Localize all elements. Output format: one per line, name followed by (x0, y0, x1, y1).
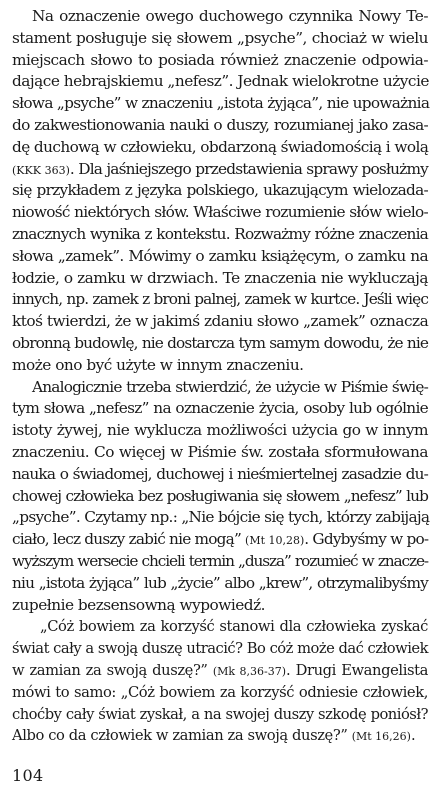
line-text: do zakwestionowania nauki o duszy, rozumianej jako zasa- (12, 115, 428, 134)
text-line (12, 660, 428, 682)
bible-reference: (Mt 10,28) (245, 534, 305, 548)
line-text: mówi to samo: „Cóż bowiem za korzyść odniesie człowiek, (12, 683, 428, 701)
text-line (12, 595, 428, 617)
text-line (12, 486, 428, 508)
text-line (12, 355, 428, 377)
text-line (12, 28, 428, 50)
line-text: wyższym wersecie chcieli termin „dusza” rozumieć w znacze- (12, 551, 428, 570)
text-line (12, 93, 428, 115)
line-text: się przykładem z języka polskiego, ukazującym wielozada- (12, 181, 428, 200)
text-line (12, 311, 428, 333)
text-line (12, 529, 428, 551)
text-line (12, 573, 428, 595)
text-line (12, 638, 428, 660)
line-text: chowej człowieka bez posługiwania się słowem „nefesz” lub (12, 486, 428, 505)
bible-reference: (KKK 363) (12, 163, 70, 177)
text-line (12, 442, 428, 464)
text-line (12, 507, 428, 529)
line-text: Analogicznie trzeba stwierdzić, że użycie w Piśmie świę- (32, 377, 428, 396)
line-text: ciało, lecz duszy zabić nie mogą” (12, 530, 246, 549)
text-line (12, 420, 428, 442)
text-line (12, 115, 428, 137)
line-text: Albo co da człowiek w zamian za swoją duszę?” (12, 727, 352, 745)
line-text: znaczeniu. Co więcej w Piśmie św. została sformułowana (12, 442, 428, 461)
bible-reference: (Mk 8,36-37) (212, 664, 287, 678)
line-text: „Cóż bowiem za korzyść stanowi dla człowieka zyskać (40, 618, 428, 636)
line-text: Na oznaczenie owego duchowego czynnika Nowy Te- (32, 7, 428, 25)
text-line (12, 682, 428, 704)
line-text: innych, np. zamek z broni palnej, zamek w kurtce. Jeśli więc (12, 290, 428, 309)
line-text: ktoś twierdzi, że w jakimś zdaniu słowo „zamek” oznacza (12, 312, 429, 331)
line-text: słowa „zamek”. Mówimy o zamku książęcym, o zamku na (12, 246, 428, 265)
line-text: obronną budowlę, nie dostarcza tym samym dowodu, że nie (12, 333, 428, 352)
text-line (12, 551, 428, 573)
text-line (12, 50, 428, 72)
line-text: świat cały a swoją duszę utracić? Bo cóż może dać człowiek (12, 640, 428, 658)
text-line (12, 704, 428, 726)
text-line (12, 202, 428, 224)
line-text: znacznych wynika z kontekstu. Rozważmy różne znaczenia (12, 224, 428, 243)
line-text: dające hebrajskiemu „nefesz”. Jednak wielokrotne użycie (12, 72, 429, 91)
line-text: dę duchową w człowieku, obdarzoną świadomością i wolą (12, 137, 429, 156)
page-number: 104 (12, 766, 44, 785)
line-text: słowa „psyche” w znaczeniu „istota żyjąca”, nie upoważnia (12, 94, 430, 113)
paragraph (12, 377, 428, 617)
line-text: nauka o świadomej, duchowej i nieśmiertelnej zasadzie du- (12, 464, 428, 483)
text-line (12, 289, 428, 311)
text-line (12, 333, 428, 355)
paragraph (12, 616, 428, 747)
paragraph (12, 6, 428, 377)
text-line (12, 725, 428, 747)
bible-reference: (Mt 16,26) (351, 730, 411, 744)
line-text: miejscach słowo to posiada również znaczenie odpowia- (12, 50, 428, 69)
text-line (12, 616, 428, 638)
text-line (12, 159, 428, 181)
text-line (12, 398, 428, 420)
line-text: istoty żywej, nie wyklucza możliwości użycia go w innym (12, 421, 428, 440)
line-text: zupełnie bezsensowną wypowiedź. (12, 595, 266, 614)
page-body-text (12, 6, 428, 747)
line-text: . Drugi Ewangelista (286, 661, 428, 679)
text-line (12, 6, 428, 28)
text-line (12, 246, 428, 268)
text-line (12, 137, 428, 159)
line-text: w zamian za swoją duszę?” (12, 661, 213, 679)
text-line (12, 180, 428, 202)
text-line (12, 71, 428, 93)
line-text: . (410, 727, 416, 745)
line-text: niowość niektórych słów. Właściwe rozumienie słów wielo- (12, 203, 428, 222)
line-text: łodzie, o zamku w drzwiach. Te znaczenia nie wykluczają (12, 268, 428, 287)
line-text: . Gdybyśmy w po- (304, 530, 429, 549)
line-text: stament posługuje się słowem „psyche”, chociaż w wielu (12, 28, 428, 47)
line-text: może ono być użyte w innym znaczeniu. (12, 355, 304, 374)
line-text: tym słowa „nefesz” na oznaczenie życia, osoby lub ogólnie (12, 399, 428, 418)
text-line (12, 224, 428, 246)
line-text: choćby cały świat zyskał, a na swojej duszy szkodę poniósł? (12, 705, 428, 723)
line-text: . Dla jaśniejszego przedstawienia sprawy posłużmy (69, 159, 428, 178)
text-line (12, 464, 428, 486)
line-text: „psyche”. Czytamy np.: „Nie bójcie się tych, którzy zabijają (12, 508, 430, 527)
text-line (12, 268, 428, 290)
text-line (12, 377, 428, 399)
line-text: niu „istota żyjąca” lub „życie” albo „krew”, otrzymalibyśmy (12, 573, 428, 592)
